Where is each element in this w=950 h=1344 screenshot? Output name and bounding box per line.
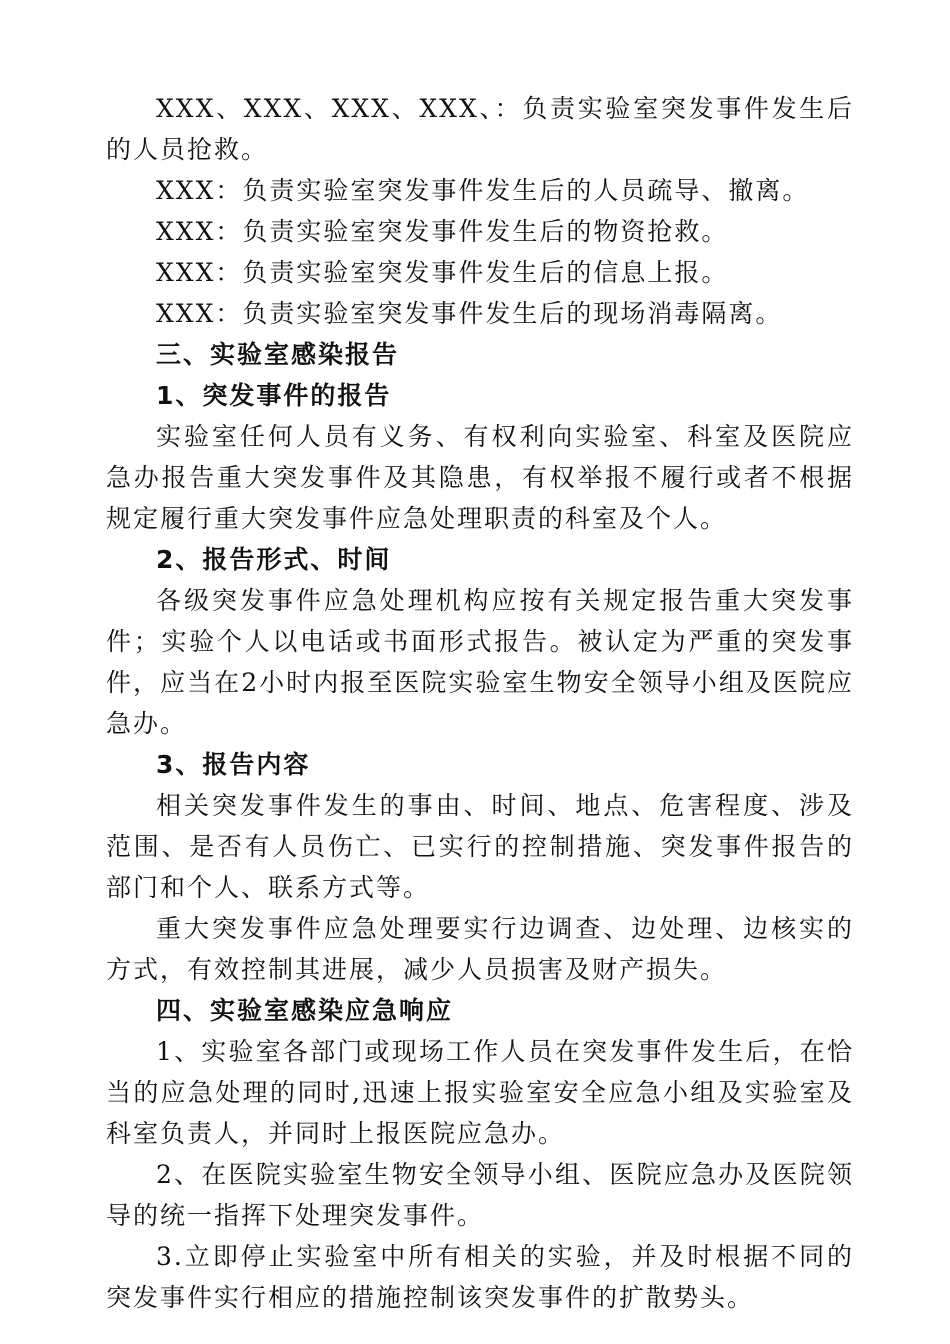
section-heading-4: 四、实验室感染应急响应 xyxy=(156,996,454,1025)
paragraph-evacuation-staff: XXX：负责实验室突发事件发生后的人员疏导、撤离。 xyxy=(156,176,810,205)
paragraph-3-3a: 相关突发事件发生的事由、时间、地点、危害程度、涉及范围、是否有人员伤亡、已实行的控制措施、突发事件报告的部门和个人、联系方式等。 xyxy=(106,791,854,902)
subsection-heading-3-3: 3、报告内容 xyxy=(156,750,311,779)
paragraph-rescue-staff: XXX、XXX、XXX、XXX、：负责实验室突发事件发生后的人员抢救。 xyxy=(106,94,854,164)
paragraph-disinfection-staff: XXX：负责实验室突发事件发生后的现场消毒隔离。 xyxy=(156,299,783,328)
subsection-heading-3-2: 2、报告形式、时间 xyxy=(156,545,392,574)
subsection-heading-3-1: 1、突发事件的报告 xyxy=(156,381,392,410)
paragraph-3-2: 各级突发事件应急处理机构应按有关规定报告重大突发事件；实验个人以电话或书面形式报告。被认定为严重的突发事件，应当在2小时内报至医院实验室生物安全领导小组及医院应急办。 xyxy=(106,586,854,738)
paragraph-4-1: 1、实验室各部门或现场工作人员在突发事件发生后，在恰当的应急处理的同时,迅速上报实验室安全应急小组及实验室及科室负责人，并同时上报医院应急办。 xyxy=(106,1037,854,1148)
paragraph-4-3: 3.立即停止实验室中所有相关的实验，并及时根据不同的突发事件实行相应的措施控制该突发事件的扩散势头。 xyxy=(106,1242,854,1312)
paragraph-reporting-staff: XXX：负责实验室突发事件发生后的信息上报。 xyxy=(156,258,729,287)
paragraph-3-3b: 重大突发事件应急处理要实行边调查、边处理、边核实的方式，有效控制其进展，减少人员损害及财产损失。 xyxy=(106,914,854,984)
section-heading-3: 三、实验室感染报告 xyxy=(156,340,400,369)
paragraph-4-2: 2、在医院实验室生物安全领导小组、医院应急办及医院领导的统一指挥下处理突发事件。 xyxy=(106,1160,854,1230)
paragraph-3-1: 实验室任何人员有义务、有权利向实验室、科室及医院应急办报告重大突发事件及其隐患，有权举报不履行或者不根据规定履行重大突发事件应急处理职责的科室及个人。 xyxy=(106,422,854,533)
paragraph-supplies-staff: XXX：负责实验室突发事件发生后的物资抢救。 xyxy=(156,217,729,246)
document-body xyxy=(106,88,854,1318)
